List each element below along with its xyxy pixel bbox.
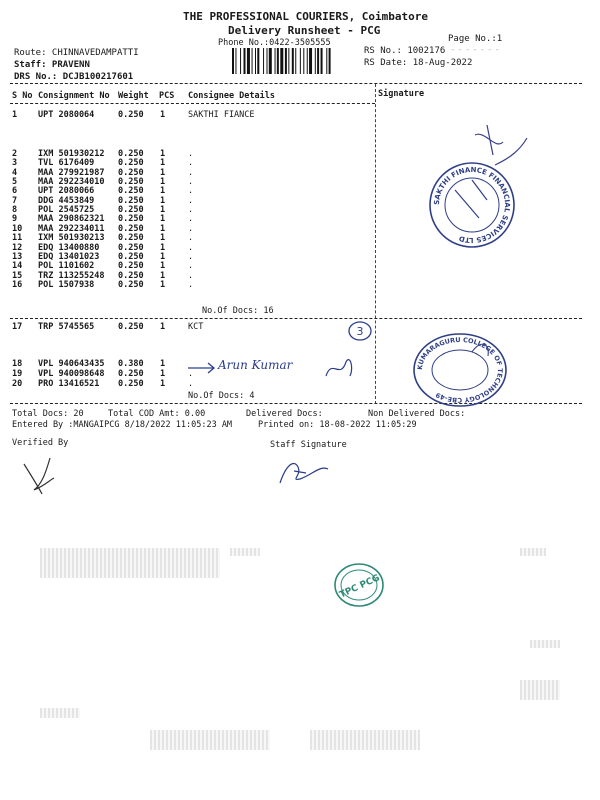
staff-signature	[276, 455, 336, 489]
group1-docs-count: No.Of Docs: 16	[202, 306, 274, 316]
faint-ghost-block-2	[230, 548, 260, 556]
row-sno: 7	[12, 196, 18, 206]
row-consignee: .	[188, 186, 194, 196]
row-consignee: .	[188, 168, 194, 178]
row-sno: 11	[12, 233, 23, 243]
row-sno: 5	[12, 177, 18, 187]
row-consignment: EDQ 13400880	[38, 243, 100, 253]
row-pcs: 1	[160, 177, 166, 187]
row-weight: 0.250	[118, 243, 144, 253]
faint-ghost-block-3	[520, 548, 546, 556]
col-signature: Signature	[378, 89, 425, 99]
row-consignee: .	[188, 233, 194, 243]
col-consignment: Consignment No	[38, 91, 110, 101]
row-pcs: 1	[160, 214, 166, 224]
non-delivered-docs: Non Delivered Docs:	[368, 409, 466, 419]
barcode-bar	[244, 48, 246, 74]
barcode-bar	[329, 48, 331, 74]
staff-signature-label: Staff Signature	[270, 440, 347, 450]
row-consignee: SAKTHI FIANCE	[188, 110, 255, 120]
row-pcs: 1	[160, 224, 166, 234]
total-docs: Total Docs: 20	[12, 409, 84, 419]
row-consignment: POL 2545725	[38, 205, 95, 215]
col-weight: Weight	[118, 91, 149, 101]
barcode-bar	[280, 48, 283, 74]
barcode	[232, 48, 362, 74]
verified-signature	[20, 450, 70, 500]
row-weight: 0.250	[118, 205, 144, 215]
row-pcs: 1	[160, 280, 166, 290]
row-consignee: .	[188, 149, 194, 159]
staff-label: Staff: PRAVENN	[14, 60, 90, 70]
row-sno: 8	[12, 205, 18, 215]
tpc-stamp-text: TPC PCG	[338, 573, 382, 601]
barcode-bar	[235, 48, 236, 74]
row-sno: 17	[12, 322, 23, 332]
signature-scribble-1	[455, 120, 535, 180]
barcode-bar	[232, 48, 234, 74]
row-consignment: IXM 501930213	[38, 233, 105, 243]
circled-mark	[347, 320, 373, 342]
row-consignment: TRZ 113255248	[38, 271, 105, 281]
barcode-bar	[307, 48, 308, 74]
row-consignment: VPL 940643435	[38, 359, 105, 369]
page-number: Page No.:1	[448, 34, 503, 44]
row-consignment: MAA 279921987	[38, 168, 105, 178]
row-consignee: .	[188, 252, 194, 262]
row-pcs: 1	[160, 158, 166, 168]
row-weight: 0.250	[118, 252, 144, 262]
barcode-bar	[288, 48, 289, 74]
row-consignee: .	[188, 196, 194, 206]
barcode-bar	[292, 48, 294, 74]
row-consignment: TRP 5745565	[38, 322, 95, 332]
barcode-bar	[240, 48, 241, 74]
verified-by-label: Verified By	[12, 438, 69, 448]
row-consignee: .	[188, 261, 194, 271]
row-sno: 4	[12, 168, 18, 178]
barcode-bar	[255, 48, 256, 74]
row-weight: 0.380	[118, 359, 144, 369]
printed-on: Printed on: 18-08-2022 11:05:29	[258, 420, 417, 430]
row-consignment: PRO 13416521	[38, 379, 100, 389]
row-pcs: 1	[160, 252, 166, 262]
runsheet-title: Delivery Runsheet - PCG	[228, 24, 381, 37]
row-sno: 20	[12, 379, 23, 389]
handwritten-name: Arun Kumar	[218, 358, 293, 372]
row-pcs: 1	[160, 110, 166, 120]
faint-ghost-block-6	[310, 730, 420, 750]
barcode-bar	[326, 48, 327, 74]
barcode-bar	[317, 48, 319, 74]
row-sno: 6	[12, 186, 18, 196]
row-weight: 0.250	[118, 271, 144, 281]
rs-number: RS No.: 1002176	[364, 46, 446, 56]
signature-column-divider	[375, 84, 376, 404]
row-consignment: MAA 292234011	[38, 224, 105, 234]
row-consignment: POL 1101602	[38, 261, 95, 271]
row-pcs: 1	[160, 369, 166, 379]
barcode-bar	[315, 48, 316, 74]
barcode-bar	[267, 48, 268, 74]
row-consignee: .	[188, 158, 194, 168]
col-sno: S No	[12, 91, 33, 101]
row-pcs: 1	[160, 261, 166, 271]
row-pcs: 1	[160, 196, 166, 206]
row-weight: 0.250	[118, 224, 144, 234]
row-sno: 18	[12, 359, 23, 369]
row-consignee: .	[188, 224, 194, 234]
row-weight: 0.250	[118, 196, 144, 206]
row-pcs: 1	[160, 205, 166, 215]
faint-ghost-block-1	[40, 548, 220, 578]
row-weight: 0.250	[118, 233, 144, 243]
row-consignment: VPL 940098648	[38, 369, 105, 379]
barcode-bar	[300, 48, 301, 74]
row-weight: 0.250	[118, 379, 144, 389]
row-weight: 0.250	[118, 158, 144, 168]
row-consignee: .	[188, 214, 194, 224]
college-stamp-text: KUMARAGURU COLLEGE OF TECHNOLOGY CBE-49	[415, 335, 505, 405]
row-weight: 0.250	[118, 149, 144, 159]
circled-mark-text: 3	[356, 325, 364, 338]
row-sno: 9	[12, 214, 18, 224]
barcode-bar	[277, 48, 279, 74]
barcode-bar	[247, 48, 250, 74]
row-sno: 2	[12, 149, 18, 159]
barcode-bar	[285, 48, 287, 74]
row-sno: 19	[12, 369, 23, 379]
tpc-stamp	[333, 562, 385, 608]
barcode-bar	[321, 48, 323, 74]
row-weight: 0.250	[118, 369, 144, 379]
row-sno: 14	[12, 261, 23, 271]
row-pcs: 1	[160, 186, 166, 196]
row-sno: 16	[12, 280, 23, 290]
divider-top	[10, 83, 582, 84]
row-weight: 0.250	[118, 177, 144, 187]
row-consignee: .	[188, 177, 194, 187]
divider-group1	[10, 318, 582, 319]
divider-header	[10, 103, 375, 104]
row-weight: 0.250	[118, 261, 144, 271]
row-consignment: DDG 4453849	[38, 196, 95, 206]
rs-date: RS Date: 18-Aug-2022	[364, 58, 473, 68]
col-pcs: PCS	[159, 91, 175, 101]
row-consignee: .	[188, 271, 194, 281]
delivered-docs: Delivered Docs:	[246, 409, 323, 419]
barcode-bar	[303, 48, 304, 74]
entered-by: Entered By :MANGAIPCG 8/18/2022 11:05:23 AM	[12, 420, 233, 430]
row-weight: 0.250	[118, 168, 144, 178]
row-sno: 12	[12, 243, 23, 253]
row-pcs: 1	[160, 243, 166, 253]
row-consignee: .	[188, 243, 194, 253]
row-consignee: KCT	[188, 322, 204, 332]
row-consignee: .	[188, 280, 194, 290]
row-sno: 15	[12, 271, 23, 281]
row-weight: 0.250	[118, 110, 144, 120]
row-consignment: MAA 292234010	[38, 177, 105, 187]
company-name: THE PROFESSIONAL COURIERS, Coimbatore	[183, 10, 429, 23]
barcode-bar	[275, 48, 276, 74]
row-pcs: 1	[160, 322, 166, 332]
row-consignment: EDQ 13401023	[38, 252, 100, 262]
row-consignment: UPT 2080064	[38, 110, 95, 120]
row-pcs: 1	[160, 271, 166, 281]
faint-ghost-block-7	[530, 640, 560, 648]
row-sno: 1	[12, 110, 18, 120]
row-consignment: IXM 501930212	[38, 149, 105, 159]
row-pcs: 1	[160, 359, 166, 369]
row-consignment: MAA 290862321	[38, 214, 105, 224]
faint-ghost-block-4	[40, 708, 80, 718]
row-weight: 0.250	[118, 280, 144, 290]
row-consignee: .	[188, 379, 194, 389]
faint-ghost-block-8	[520, 680, 560, 700]
barcode-bar	[257, 48, 259, 74]
row-consignee: .	[188, 205, 194, 215]
row-consignment: UPT 2080066	[38, 186, 95, 196]
barcode-bar	[295, 48, 296, 74]
total-cod: Total COD Amt: 0.00	[108, 409, 206, 419]
drs-number: DRS No.: DCJB100217601	[14, 72, 134, 82]
row-consignee: .	[188, 369, 194, 379]
svg-text:KUMARAGURU COLLEGE OF TECHNOLO	[416, 336, 504, 404]
barcode-bar	[252, 48, 253, 74]
signature-scribble-2	[320, 350, 360, 384]
row-pcs: 1	[160, 149, 166, 159]
route-label: Route: CHINNAVEDAMPATTI	[14, 48, 139, 58]
row-consignment: TVL 6176409	[38, 158, 95, 168]
row-weight: 0.250	[118, 186, 144, 196]
row-sno: 10	[12, 224, 23, 234]
barcode-bar	[263, 48, 264, 74]
college-stamp	[410, 330, 510, 410]
row-pcs: 1	[160, 233, 166, 243]
phone-number: Phone No.:0422-3505555	[218, 38, 331, 48]
faint-overprint: -------	[450, 45, 502, 55]
group2-docs-count: No.Of Docs: 4	[188, 391, 255, 401]
barcode-bar	[309, 48, 312, 74]
row-consignment: POL 1507938	[38, 280, 95, 290]
row-weight: 0.250	[118, 322, 144, 332]
col-consignee: Consignee Details	[188, 91, 275, 101]
row-weight: 0.250	[118, 214, 144, 224]
row-pcs: 1	[160, 379, 166, 389]
row-sno: 3	[12, 158, 18, 168]
row-sno: 13	[12, 252, 23, 262]
sakthi-stamp-text: SAKTHI FINANCE FINANCIAL SERVICES LTD	[432, 165, 512, 245]
row-pcs: 1	[160, 168, 166, 178]
barcode-bar	[269, 48, 272, 74]
faint-ghost-block-5	[150, 730, 270, 750]
